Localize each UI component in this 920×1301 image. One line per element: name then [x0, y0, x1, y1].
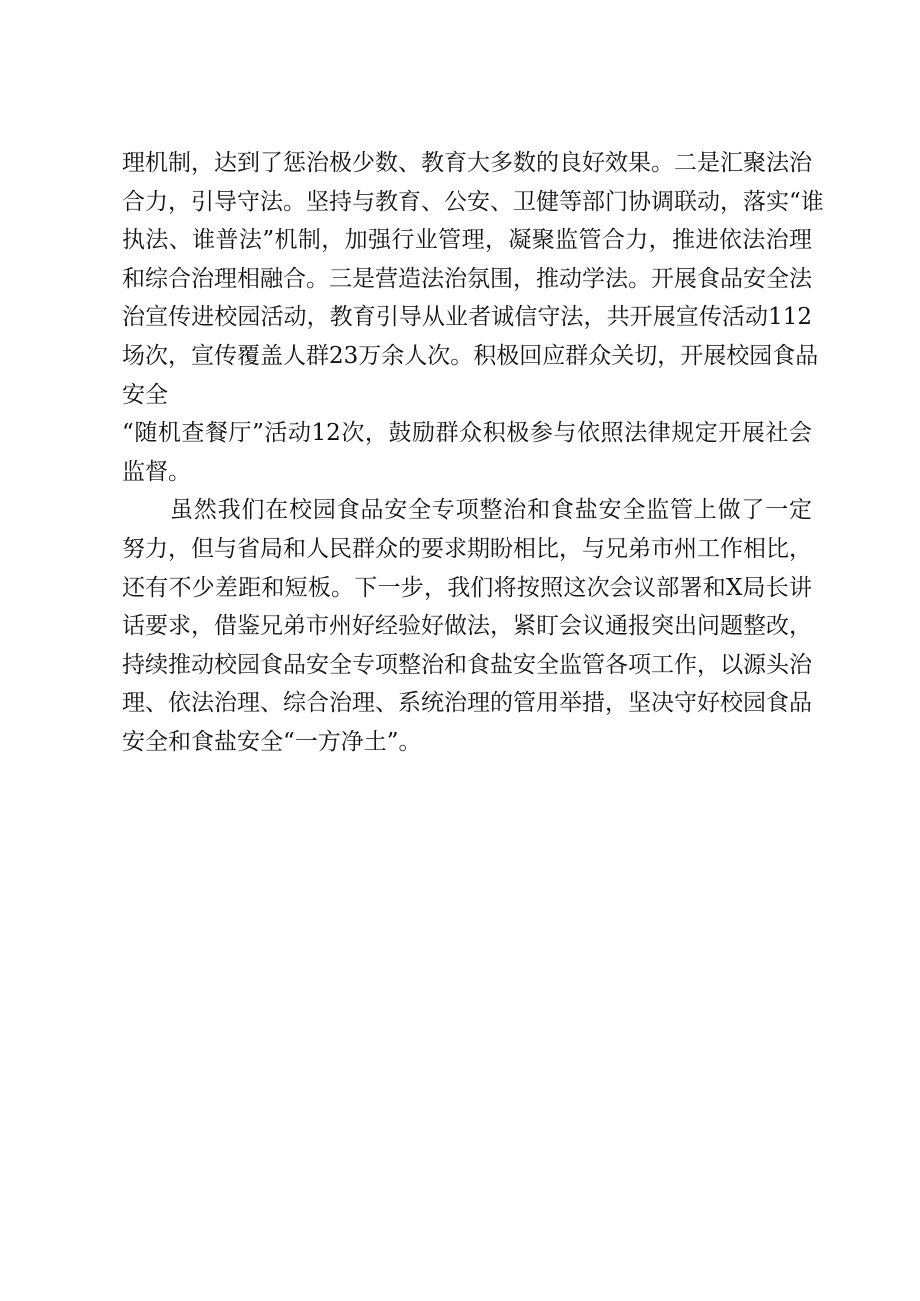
text-line: 努力，但与省局和人民群众的要求期盼相比，与兄弟市州工作相比， [122, 535, 812, 562]
text-line: 还有不少差距和短板。下一步，我们将按照这次会议部署和X局长讲 [122, 574, 812, 601]
text-line: 理、依法治理、综合治理、系统治理的管用举措，坚决守好校园食品 [122, 690, 812, 717]
text-line: “随机查餐厅”活动12次，鼓励群众积极参与依照法律规定开展社会 [122, 420, 812, 447]
text-line: 持续推动校园食品安全专项整治和食盐安全监管各项工作，以源头治 [122, 651, 812, 678]
text-line: 安全 [122, 381, 168, 408]
paragraph-1 [122, 144, 824, 491]
text-line: 和综合治理相融合。三是营造法治氛围，推动学法。开展食品安全法 [122, 265, 812, 292]
text-line: 虽然我们在校园食品安全专项整治和食盐安全监管上做了一定 [170, 497, 812, 524]
paragraph-2 [122, 491, 812, 761]
text-line: 执法、谁普法”机制，加强行业管理，凝聚监管合力，推进依法治理 [122, 227, 812, 254]
text-line: 话要求，借鉴兄弟市州好经验好做法，紧盯会议通报突出问题整改， [122, 613, 812, 640]
text-line: 安全和食盐安全“一方净土”。 [122, 728, 422, 755]
text-line: 监督。 [122, 458, 191, 485]
text-line: 场次，宣传覆盖人群23万余人次。积极回应群众关切，开展校园食品 [122, 342, 819, 369]
text-line: 理机制，达到了惩治极少数、教育大多数的良好效果。二是汇聚法治 [122, 150, 812, 176]
text-line: 治宣传进校园活动，教育引导从业者诚信守法，共开展宣传活动112 [122, 304, 812, 331]
text-line: 合力，引导守法。坚持与教育、公安、卫健等部门协调联动，落实“谁 [122, 188, 824, 215]
document-body [122, 144, 824, 762]
